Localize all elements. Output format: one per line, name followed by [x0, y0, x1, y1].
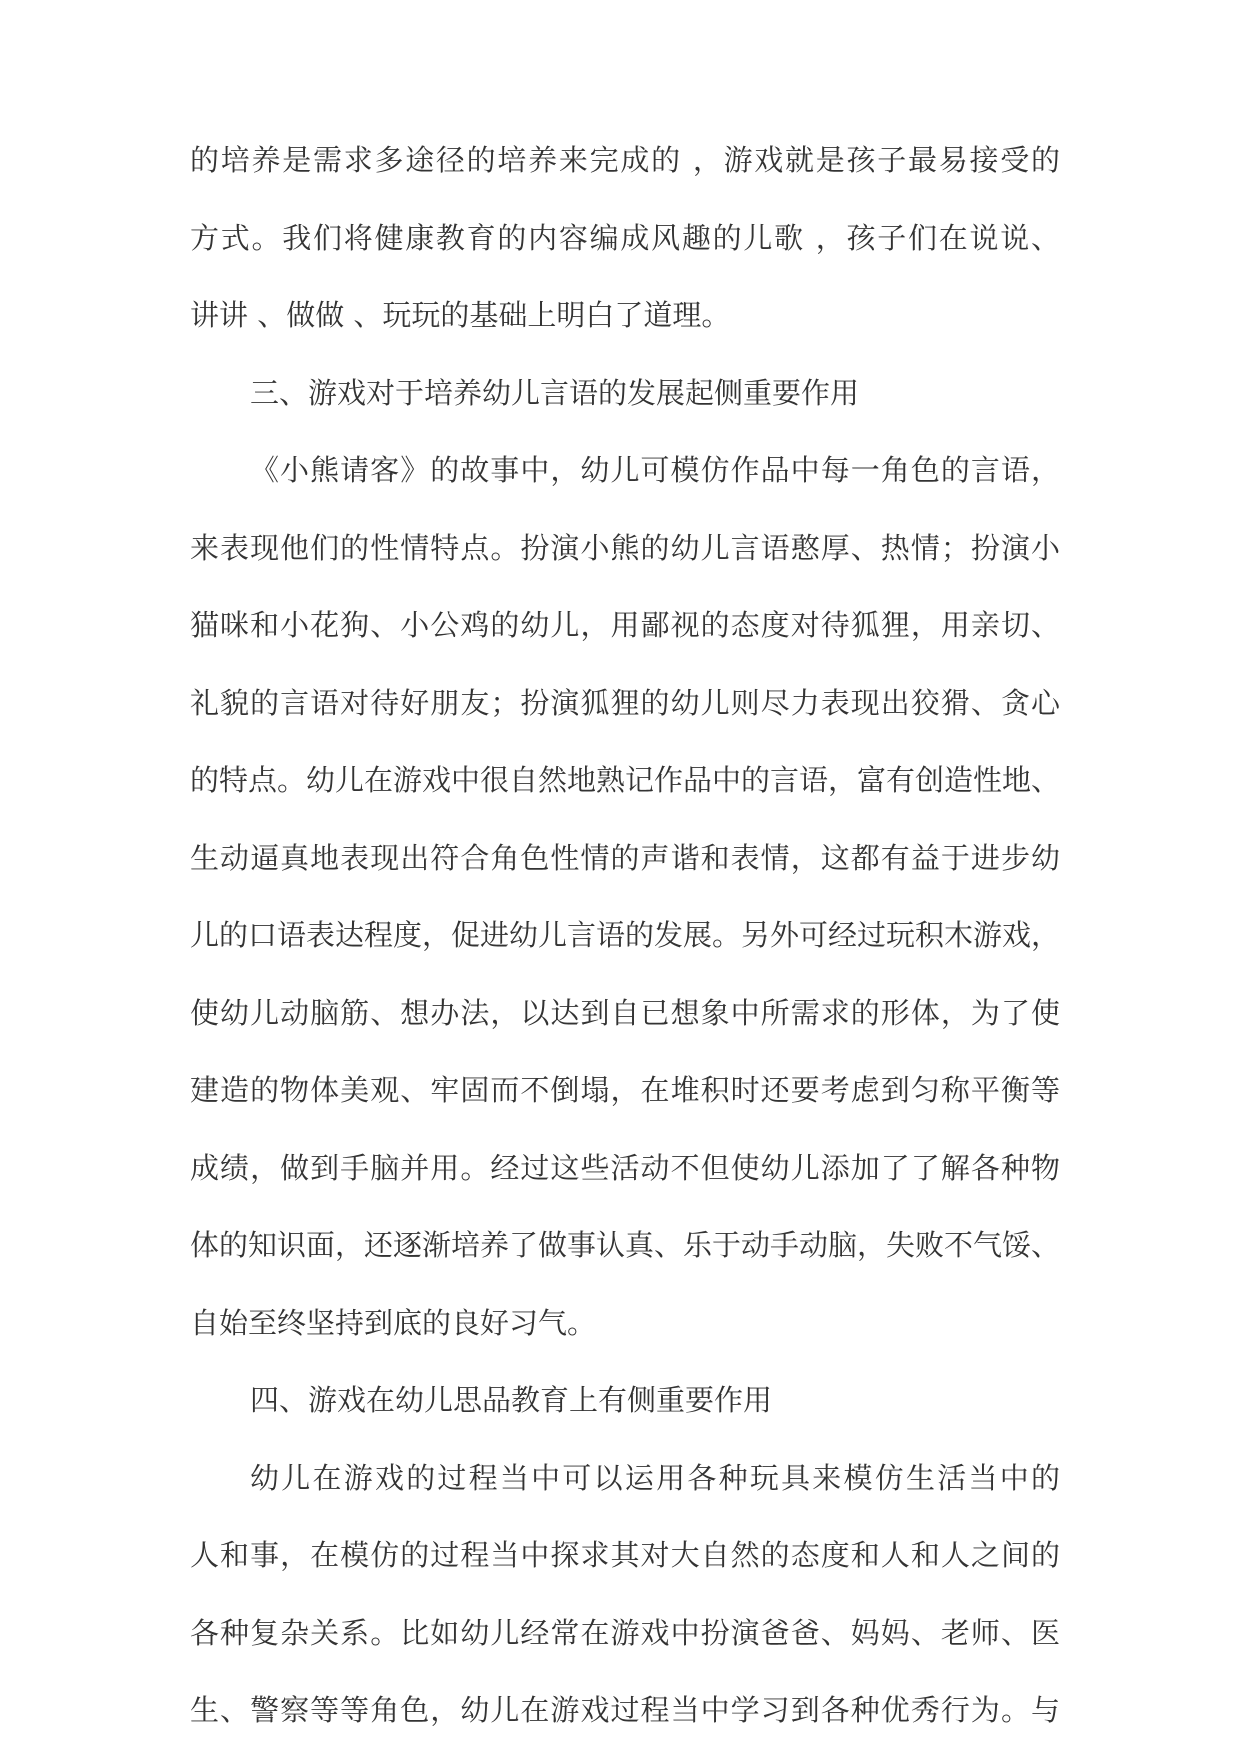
- paragraph-line: 人和事，在模仿的过程当中探求其对大自然的态度和人和人之间的: [190, 1538, 1060, 1572]
- section-heading: 四、游戏在幼儿思品教育上有侧重要作用: [250, 1383, 773, 1417]
- paragraph-line: 使幼儿动脑筋、想办法，以达到自已想象中所需求的形体，为了使: [190, 996, 1060, 1030]
- paragraph-line: 礼貌的言语对待好朋友；扮演狐狸的幼儿则尽力表现出狡猾、贪心: [190, 686, 1060, 720]
- paragraph-line: 的培养是需求多途径的培养来完成的 ，游戏就是孩子最易接受的: [190, 143, 1060, 177]
- paragraph-line: 来表现他们的性情特点。扮演小熊的幼儿言语憨厚、热情；扮演小: [190, 531, 1060, 565]
- paragraph-line: 体的知识面，还逐渐培养了做事认真、乐于动手动脑，失败不气馁、: [190, 1228, 1060, 1262]
- paragraph-line: 讲讲 、做做 、玩玩的基础上明白了道理。: [190, 298, 731, 332]
- paragraph-line: 的特点。幼儿在游戏中很自然地熟记作品中的言语，富有创造性地、: [190, 763, 1060, 797]
- paragraph-line: 猫咪和小花狗、小公鸡的幼儿，用鄙视的态度对待狐狸，用亲切、: [190, 608, 1060, 642]
- section-heading: 三、游戏对于培养幼儿言语的发展起侧重要作用: [250, 376, 860, 410]
- paragraph-line: 生动逼真地表现出符合角色性情的声谐和表情，这都有益于进步幼: [190, 841, 1060, 875]
- paragraph-line: 建造的物体美观、牢固而不倒塌，在堆积时还要考虑到匀称平衡等: [190, 1073, 1060, 1107]
- paragraph-line: 生、警察等等角色，幼儿在游戏过程当中学习到各种优秀行为。与: [190, 1693, 1060, 1727]
- paragraph-line: 成绩，做到手脑并用。经过这些活动不但使幼儿添加了了解各种物: [190, 1151, 1060, 1185]
- paragraph-line: 幼儿在游戏的过程当中可以运用各种玩具来模仿生活当中的: [250, 1461, 1060, 1495]
- paragraph-line: 方式。我们将健康教育的内容编成风趣的儿歌 ，孩子们在说说、: [190, 221, 1060, 255]
- paragraph-line: 各种复杂关系。比如幼儿经常在游戏中扮演爸爸、妈妈、老师、医: [190, 1616, 1060, 1650]
- paragraph-line: 儿的口语表达程度，促进幼儿言语的发展。另外可经过玩积木游戏，: [190, 918, 1060, 952]
- paragraph-line: 自始至终坚持到底的良好习气。: [190, 1306, 597, 1340]
- paragraph-line: 《小熊请客》的故事中，幼儿可模仿作品中每一角色的言语，: [250, 453, 1060, 487]
